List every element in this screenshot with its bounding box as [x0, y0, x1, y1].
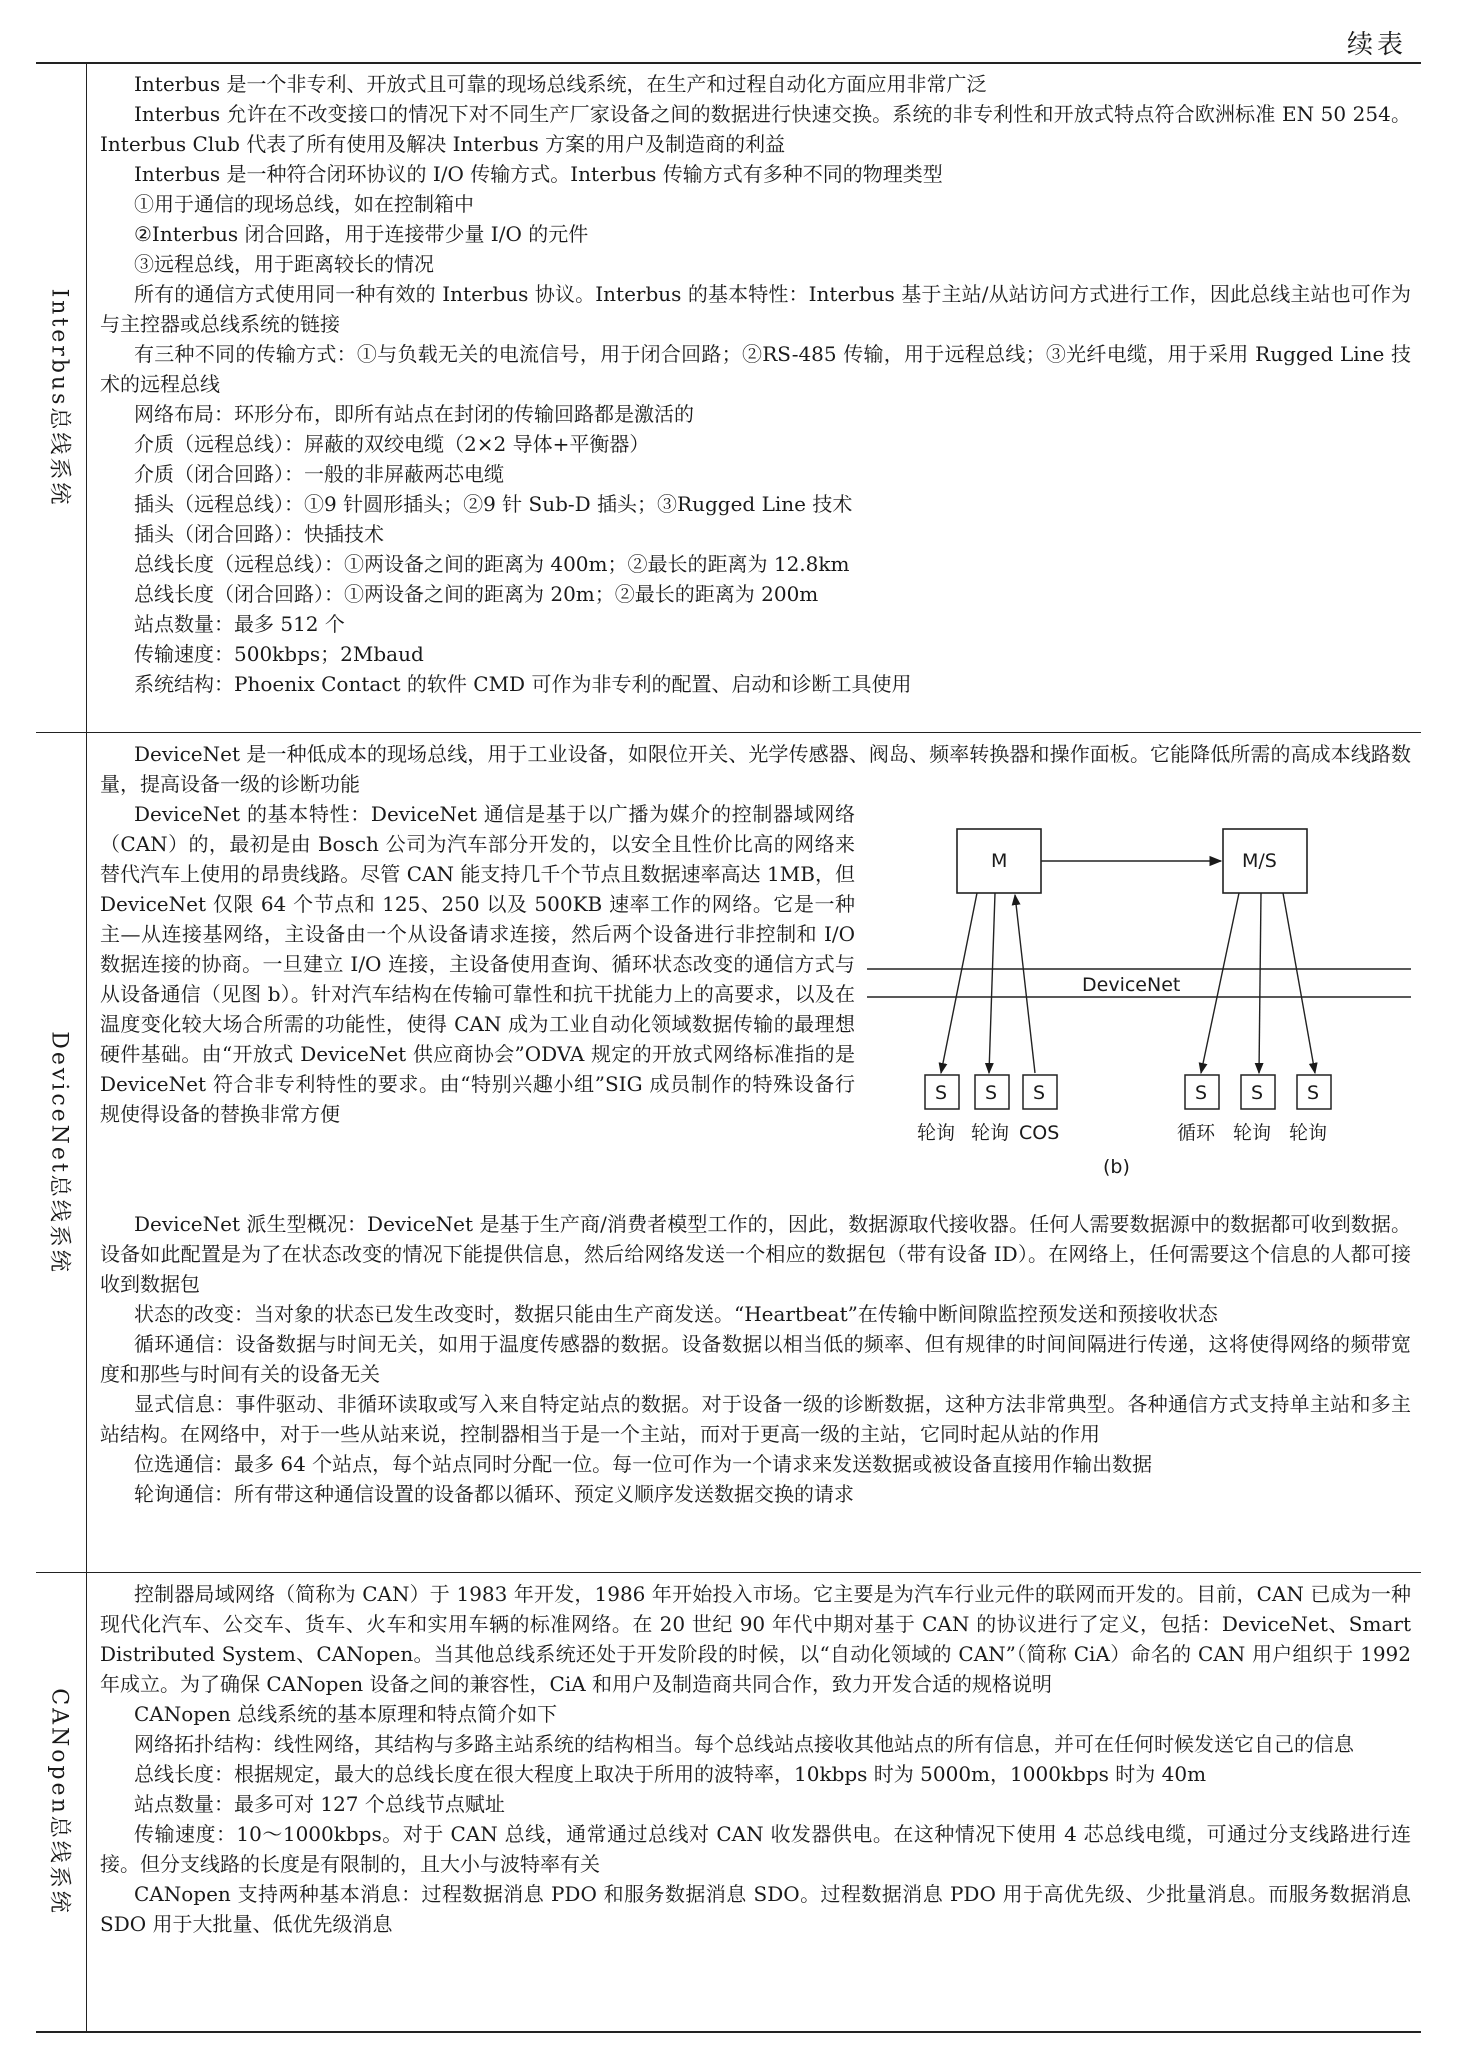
paragraph: 介质（远程总线）：屏蔽的双绞电缆（2×2 导体+平衡器） — [134, 432, 650, 456]
paragraph: ③远程总线，用于距离较长的情况 — [134, 252, 434, 276]
paragraph: 网络拓扑结构：线性网络，其结构与多路主站系统的结构相当。每个总线站点接收其他站点的所有信息，并可在任何时候发送它自己的信息 — [134, 1732, 1354, 1756]
paragraph: 控制器局域网络（简称为 CAN）于 1983 年开发，1986 年开始投入市场。它主要是为汽车行业元件的联网而开发的。目前，CAN 已成为一种现代化汽车、公交车、货车、火车和实用车辆的标准网络。在 20 世纪 90 年代中期对基于 CAN 的协议进行了定义，包括：DeviceNet、Smart Distributed System、CANopen。当其他总线系统还处于开发阶段的时候，以“自动化领域的 CAN”（简称 CiA）命名的 CAN 用户组织于 1992 年成立。为了确保 CANopen 设备之间的兼容性，CiA 和用户及制造商共同合作，致力开发合适的规格说明 — [100, 1582, 1411, 1696]
slave-mode-label: 循环 — [1177, 1122, 1216, 1144]
paragraph: 传输速度：500kbps；2Mbaud — [134, 642, 424, 666]
slave-label: S — [985, 1082, 998, 1104]
slave-mode-label: 轮询 — [1289, 1122, 1328, 1144]
paragraph: Interbus 是一个非专利、开放式且可靠的现场总线系统，在生产和过程自动化方面应用非常广泛 — [134, 72, 987, 96]
paragraph: 介质（闭合回路）：一般的非屏蔽两芯电缆 — [134, 462, 504, 486]
slave-label: S — [1033, 1082, 1046, 1104]
paragraph: 传输速度：10～1000kbps。对于 CAN 总线，通常通过总线对 CAN 收发器供电。在这种情况下使用 4 芯总线电缆，可通过分支线路进行连接。但分支线路的长度是有限制的，且大小与波特率有关 — [100, 1822, 1411, 1876]
paragraph: 站点数量：最多 512 个 — [134, 612, 345, 636]
row-label: DeviceNet总线系统 — [46, 1030, 72, 1275]
section-devicenet — [36, 733, 1421, 1572]
section-canopen — [36, 1573, 1421, 2031]
row-label: CANopen总线系统 — [46, 1688, 72, 1916]
paragraph: Interbus 是一种符合闭环协议的 I/O 传输方式。Interbus 传输方式有多种不同的物理类型 — [134, 162, 943, 186]
devicenet-diagram — [867, 801, 1411, 1209]
row-label-cell — [36, 1573, 87, 2031]
slave-mode-label: 轮询 — [971, 1122, 1010, 1144]
row-label: Interbus总线系统 — [46, 288, 72, 507]
paragraph: 插头（远程总线）：①9 针圆形插头；②9 针 Sub-D 插头；③Rugged Line 技术 — [134, 492, 853, 516]
bus-label: DeviceNet — [1082, 974, 1181, 996]
slave-label: S — [1251, 1082, 1264, 1104]
paragraph: 插头（闭合回路）：快插技术 — [134, 522, 384, 546]
paragraph: DeviceNet 是一种低成本的现场总线，用于工业设备，如限位开关、光学传感器、阀岛、频率转换器和操作面板。它能降低所需的高成本线路数量，提高设备一级的诊断功能 — [100, 742, 1411, 796]
slave-mode-label: 轮询 — [917, 1122, 956, 1144]
paragraph: 显式信息：事件驱动、非循环读取或写入来自特定站点的数据。对于设备一级的诊断数据，这种方法非常典型。各种通信方式支持单主站和多主站结构。在网络中，对于一些从站来说，控制器相当于是一个主站，而对于更高一级的主站，它同时起从站的作用 — [100, 1392, 1411, 1446]
paragraph: 总线长度（远程总线）：①两设备之间的距离为 400m；②最长的距离为 12.8km — [134, 552, 850, 576]
row-label-cell — [36, 63, 87, 732]
row-label-cell — [36, 733, 87, 1572]
paragraph: 有三种不同的传输方式：①与负载无关的电流信号，用于闭合回路；②RS-485 传输，用于远程总线；③光纤电缆，用于采用 Rugged Line 技术的远程总线 — [100, 342, 1411, 396]
slave-mode-label: COS — [1019, 1122, 1060, 1144]
row-content — [86, 733, 1421, 1572]
paragraph: DeviceNet 派生型概况：DeviceNet 是基于生产商/消费者模型工作的，因此，数据源取代接收器。任何人需要数据源中的数据都可收到数据。设备如此配置是为了在状态改变的情况下能提供信息，然后给网络发送一个相应的数据包（带有设备 ID）。在网络上，任何需要这个信息的人都可接收到数据包 — [100, 1212, 1411, 1296]
paragraph: 状态的改变：当对象的状态已发生改变时，数据只能由生产商发送。“Heartbeat”在传输中断间隙监控预发送和预接收状态 — [134, 1302, 1218, 1326]
figure-caption: (b) — [1103, 1156, 1130, 1178]
paragraph: 位选通信：最多 64 个站点，每个站点同时分配一位。每一位可作为一个请求来发送数据或被设备直接用作输出数据 — [134, 1452, 1153, 1476]
paragraph: 网络布局：环形分布，即所有站点在封闭的传输回路都是激活的 — [134, 402, 694, 426]
paragraph: ②Interbus 闭合回路，用于连接带少量 I/O 的元件 — [134, 222, 589, 246]
paragraph: CANopen 总线系统的基本原理和特点简介如下 — [134, 1702, 558, 1726]
paragraph: Interbus 允许在不改变接口的情况下对不同生产厂家设备之间的数据进行快速交换。系统的非专利性和开放式特点符合欧洲标准 EN 50 254。Interbus Club 代表了所有使用及解决 Interbus 方案的用户及制造商的利益 — [100, 102, 1411, 156]
paragraph: ①用于通信的现场总线，如在控制箱中 — [134, 192, 474, 216]
paragraph: DeviceNet 的基本特性：DeviceNet 通信是基于以广播为媒介的控制器域网络（CAN）的，最初是由 Bosch 公司为汽车部分开发的，以安全且性价比高的网络来替代汽车上使用的昂贵线路。尽管 CAN 能支持几千个节点且数据速率高达 1MB，但 DeviceNet 仅限 64 个节点和 125、250 以及 500KB 速率工作的网络。它是一种主—从连接基网络，主设备由一个从设备请求连接，然后两个设备进行非控制和 I/O 数据连接的协商。一旦建立 I/O 连接，主设备使用查询、循环状态改变的通信方式与从设备通信（见图 b）。针对汽车结构在传输可靠性和抗干扰能力上的高要求，以及在温度变化较大场合所需的功能性，使得 CAN 成为工业自动化领域数据传输的最理想硬件基础。由“开放式 DeviceNet 供应商协会”ODVA 规定的开放式网络标准指的是 DeviceNet 符合非专利特性的要求。由“特别兴趣小组”SIG 成员制作的特殊设备行规使得设备的替换非常方便 — [100, 802, 855, 1126]
master-label: M — [991, 850, 1008, 872]
paragraph: 所有的通信方式使用同一种有效的 Interbus 协议。Interbus 的基本特性：Interbus 基于主站/从站访问方式进行工作，因此总线主站也可作为与主控器或总线系统的链接 — [100, 282, 1411, 336]
master-slave-label: M/S — [1242, 850, 1277, 872]
paragraph: 轮询通信：所有带这种通信设置的设备都以循环、预定义顺序发送数据交换的请求 — [134, 1482, 854, 1506]
continued-label: 续表 — [1346, 30, 1407, 60]
paragraph: 总线长度：根据规定，最大的总线长度在很大程度上取决于所用的波特率，10kbps 时为 5000m，1000kbps 时为 40m — [134, 1762, 1207, 1786]
slave-mode-label: 轮询 — [1233, 1122, 1272, 1144]
row-content — [86, 1573, 1421, 2031]
row-content — [86, 63, 1421, 732]
paragraph: 站点数量：最多可对 127 个总线节点赋址 — [134, 1792, 505, 1816]
slave-label: S — [1307, 1082, 1320, 1104]
paragraph: 总线长度（闭合回路）：①两设备之间的距离为 20m；②最长的距离为 200m — [134, 582, 819, 606]
slave-label: S — [935, 1082, 948, 1104]
table-bottom-rule — [36, 2031, 1421, 2033]
paragraph: CANopen 支持两种基本消息：过程数据消息 PDO 和服务数据消息 SDO。过程数据消息 PDO 用于高优先级、少批量消息。而服务数据消息 SDO 用于大批量、低优先级消息 — [100, 1882, 1411, 1936]
slave-label: S — [1195, 1082, 1208, 1104]
paragraph: 系统结构：Phoenix Contact 的软件 CMD 可作为非专利的配置、启动和诊断工具使用 — [134, 672, 912, 696]
paragraph: 循环通信：设备数据与时间无关，如用于温度传感器的数据。设备数据以相当低的频率、但有规律的时间间隔进行传递，这将使得网络的频带宽度和那些与时间有关的设备无关 — [100, 1332, 1411, 1386]
section-interbus — [36, 63, 1421, 732]
